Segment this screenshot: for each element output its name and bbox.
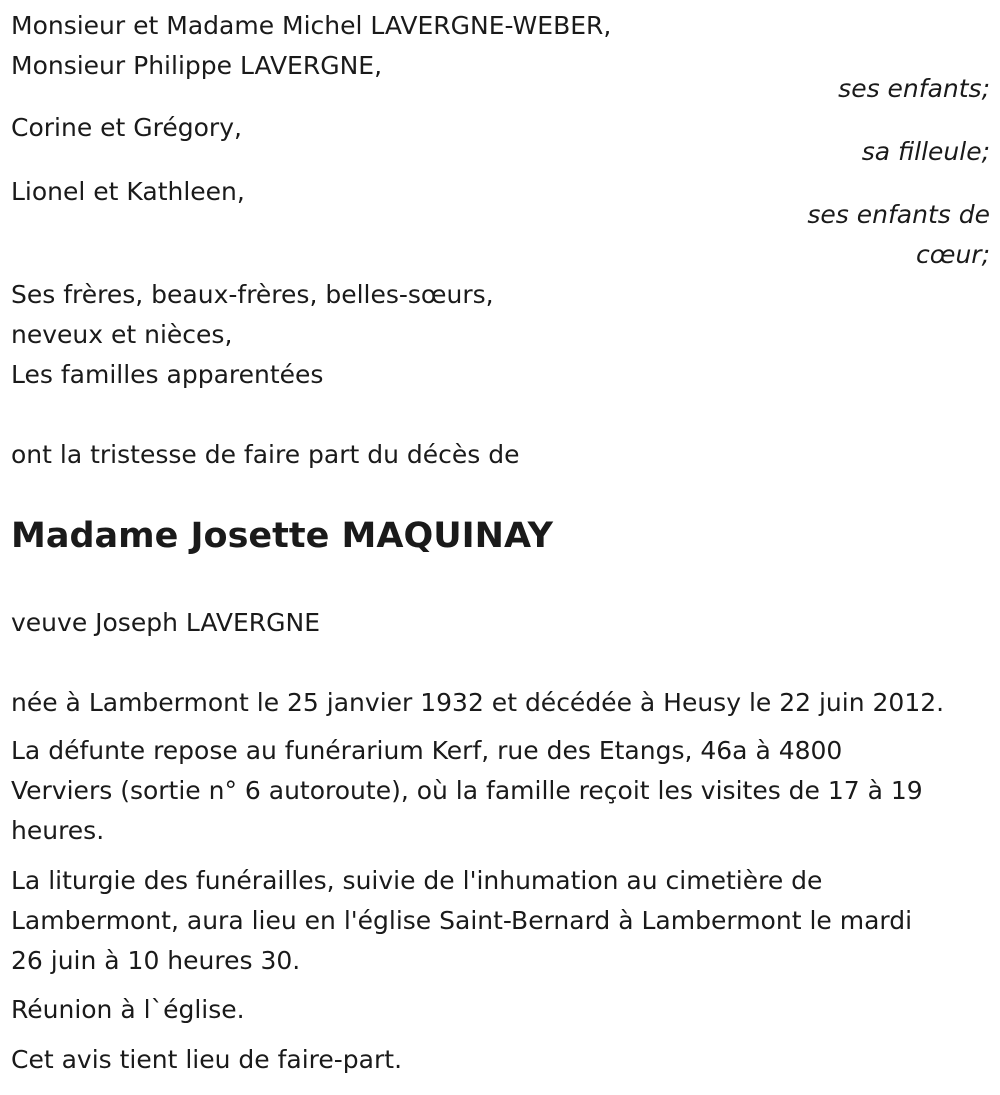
closing-text: Cet avis tient lieu de faire-part.	[11, 1045, 403, 1074]
goddaughter-line: Corine et Grégory,	[11, 113, 242, 142]
goddaughter-role: sa filleule;	[861, 137, 990, 166]
children-role: ses enfants;	[838, 74, 990, 103]
birth-death-text: née à Lambermont le 25 janvier 1932 et décédée à Heusy le 22 juin 2012.	[11, 688, 945, 717]
children-line-1: Monsieur et Madame Michel LAVERGNE-WEBER,	[11, 11, 612, 40]
funeral-home-line-2: Verviers (sortie n° 6 autoroute), où la famille reçoit les visites de 17 à 19	[11, 776, 923, 805]
relatives-line-2: neveux et nièces,	[11, 320, 233, 349]
relatives-line-3: Les familles apparentées	[11, 360, 324, 389]
liturgy-line-3: 26 juin à 10 heures 30.	[11, 946, 301, 975]
heart-children-role-line-2: cœur;	[916, 240, 990, 269]
liturgy-line-2: Lambermont, aura lieu en l'église Saint-Bernard à Lambermont le mardi	[11, 906, 913, 935]
children-line-2: Monsieur Philippe LAVERGNE,	[11, 51, 383, 80]
deceased-name: Madame Josette MAQUINAY	[11, 516, 554, 556]
relatives-line-1: Ses frères, beaux-frères, belles-sœurs,	[11, 280, 494, 309]
liturgy-line-1: La liturgie des funérailles, suivie de l'inhumation au cimetière de	[11, 866, 823, 895]
heart-children-line: Lionel et Kathleen,	[11, 177, 245, 206]
announcement-intro: ont la tristesse de faire part du décès de	[11, 440, 520, 469]
widow-of: veuve Joseph LAVERGNE	[11, 608, 321, 637]
heart-children-role-line-1: ses enfants de	[807, 200, 990, 229]
meeting-text: Réunion à l`église.	[11, 995, 245, 1024]
funeral-home-line-1: La défunte repose au funérarium Kerf, rue des Etangs, 46a à 4800	[11, 736, 843, 765]
funeral-home-line-3: heures.	[11, 816, 105, 845]
